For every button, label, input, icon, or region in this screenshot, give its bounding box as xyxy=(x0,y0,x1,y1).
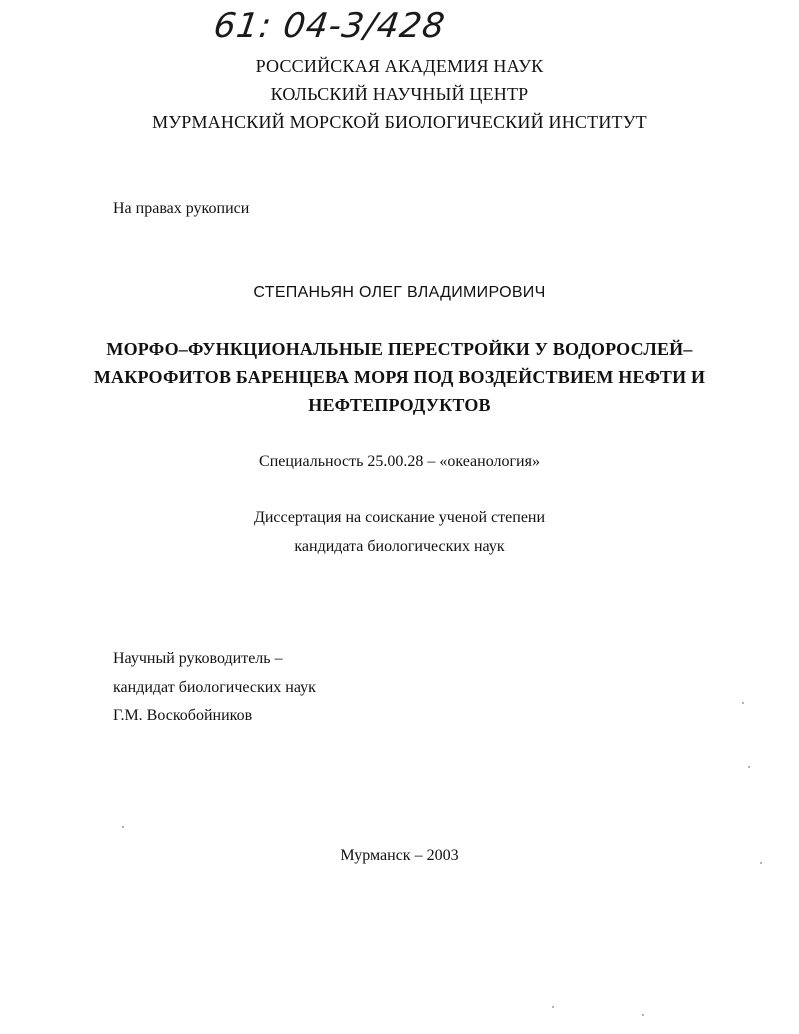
author-name: СТЕПАНЬЯН ОЛЕГ ВЛАДИМИРОВИЧ xyxy=(253,284,546,301)
title-line-2: МАКРОФИТОВ БАРЕНЦЕВА МОРЯ ПОД ВОЗДЕЙСТВИЕМ НЕФТИ И xyxy=(93,367,706,387)
scan-speck xyxy=(742,702,744,704)
title-line-1: МОРФО–ФУНКЦИОНАЛЬНЫЕ ПЕРЕСТРОЙКИ У ВОДОРОСЛЕЙ– xyxy=(106,339,693,359)
institution-line-1: РОССИЙСКАЯ АКАДЕМИЯ НАУК xyxy=(255,56,544,76)
institution-line-2: КОЛЬСКИЙ НАУЧНЫЙ ЦЕНТР xyxy=(270,84,529,104)
degree-line-1: Диссертация на соискание ученой степени xyxy=(253,509,546,526)
degree-line-2: кандидата биологических наук xyxy=(294,538,505,555)
title-line-3: НЕФТЕПРОДУКТОВ xyxy=(308,395,491,415)
institution-line-3: МУРМАНСКИЙ МОРСКОЙ БИОЛОГИЧЕСКИЙ ИНСТИТУТ xyxy=(152,112,647,132)
manuscript-note: На правах рукописи xyxy=(113,200,250,217)
scan-speck xyxy=(748,766,750,768)
scan-speck xyxy=(760,862,762,864)
supervisor-line-1: Научный руководитель – xyxy=(113,650,283,667)
scan-speck xyxy=(642,1014,644,1016)
specialty: Специальность 25.00.28 – «океанология» xyxy=(259,453,540,470)
scan-speck xyxy=(122,826,124,828)
supervisor-line-2: кандидат биологических наук xyxy=(113,679,316,696)
place-and-year: Мурманск – 2003 xyxy=(340,847,459,864)
supervisor-line-3: Г.М. Воскобойников xyxy=(113,707,253,724)
handwritten-archive-code: 61: 04-3/428 xyxy=(211,6,448,46)
scan-speck xyxy=(552,1006,554,1008)
